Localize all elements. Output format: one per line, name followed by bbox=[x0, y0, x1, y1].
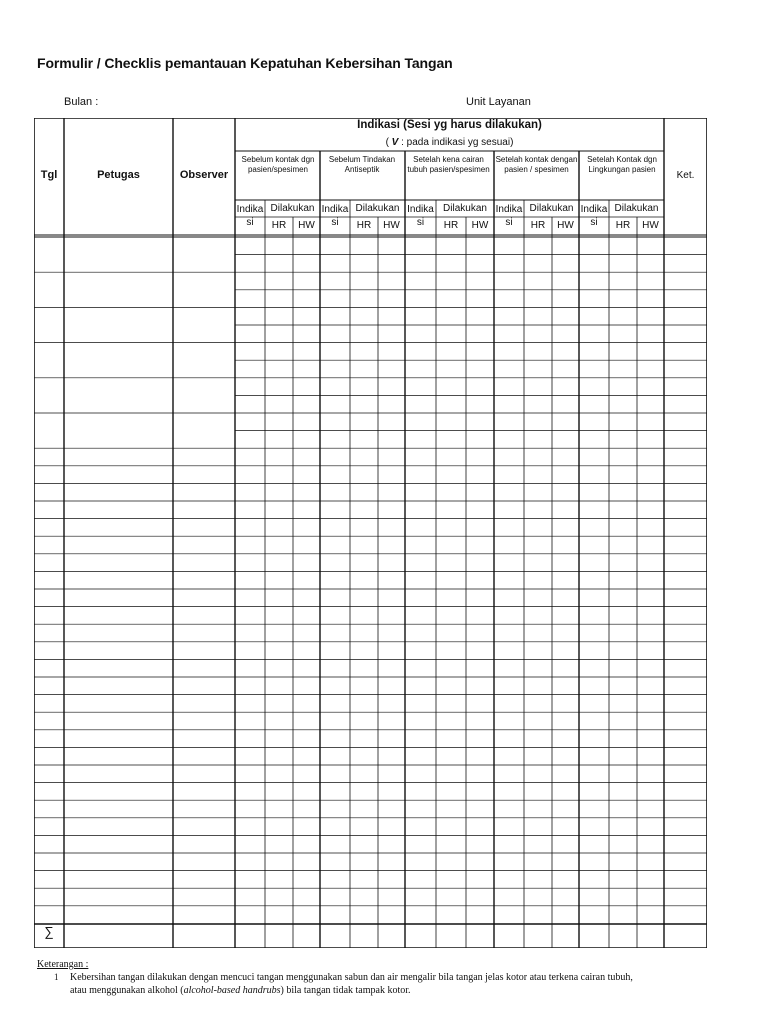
sub-hr-3: HR bbox=[443, 220, 459, 231]
sub-dilakukan-3: Dilakukan bbox=[443, 203, 487, 214]
form-title: Formulir / Checklis pemantauan Kepatuhan Kebersihan Tangan bbox=[37, 55, 453, 71]
sub-hr-1: HR bbox=[271, 220, 287, 231]
header-observer: Observer bbox=[179, 169, 229, 181]
unit-layanan-label: Unit Layanan bbox=[466, 96, 531, 108]
sub-hw-4: HW bbox=[557, 220, 574, 231]
sub-indikasi-4: Indikasi bbox=[495, 204, 523, 228]
note-line-2-post: ) bila tangan tidak tampak kotor. bbox=[280, 985, 411, 996]
indikasi-note-v: V bbox=[391, 137, 399, 148]
sub-hw-2: HW bbox=[383, 220, 400, 231]
sub-hw-1: HW bbox=[298, 220, 315, 231]
moment-3: Setelah kena cairan tubuh pasien/spesimen bbox=[407, 155, 490, 174]
note-item bbox=[37, 971, 717, 997]
checklist-table bbox=[34, 118, 707, 948]
sub-hr-2: HR bbox=[356, 220, 372, 231]
note-number: 1 bbox=[54, 972, 59, 982]
sub-indikasi-3: Indikasi bbox=[407, 204, 434, 228]
moment-4: Setelah kontak dengan pasien / spesimen bbox=[495, 155, 578, 174]
sub-hw-5: HW bbox=[642, 220, 659, 231]
table-grid bbox=[34, 118, 707, 948]
header-tgl: Tgl bbox=[40, 169, 58, 181]
header-ket: Ket. bbox=[676, 170, 695, 181]
bulan-label: Bulan : bbox=[64, 96, 99, 108]
moment-2: Sebelum Tindakan Antiseptik bbox=[328, 155, 396, 174]
sub-dilakukan-1: Dilakukan bbox=[270, 203, 315, 214]
note-line-1: Kebersihan tangan dilakukan dengan mencuci tangan menggunakan sabun dan air mengalir bila tangan jelas kotor atau terkena cairan tubuh, bbox=[70, 972, 633, 983]
indikasi-note-rest: : pada indikasi yg sesuai) bbox=[398, 137, 514, 148]
indikasi-note bbox=[235, 137, 664, 148]
note-line-2-em: alcohol-based handrubs bbox=[183, 985, 281, 996]
indikasi-title: Indikasi (Sesi yg harus dilakukan) bbox=[357, 119, 542, 131]
note-line-2 bbox=[70, 984, 717, 997]
sub-indikasi-1: Indikasi bbox=[236, 204, 264, 228]
sub-indikasi-2: Indikasi bbox=[321, 204, 349, 228]
header-petugas: Petugas bbox=[97, 169, 140, 181]
note-text bbox=[56, 971, 717, 997]
sub-dilakukan-4: Dilakukan bbox=[529, 203, 574, 214]
notes-section bbox=[37, 958, 717, 997]
sub-indikasi-5: Indikasi bbox=[580, 204, 608, 228]
sub-dilakukan-2: Dilakukan bbox=[355, 203, 400, 214]
sub-hr-5: HR bbox=[615, 220, 631, 231]
moment-1: Sebelum kontak dgn pasien/spesimen bbox=[241, 155, 315, 174]
sub-dilakukan-5: Dilakukan bbox=[614, 203, 659, 214]
sub-hw-3: HW bbox=[471, 220, 489, 231]
indikasi-note-open: ( bbox=[385, 137, 392, 148]
sub-hr-4: HR bbox=[530, 220, 546, 231]
moment-5: Setelah Kontak dgn Lingkungan pasien bbox=[587, 155, 657, 174]
notes-heading: Keterangan : bbox=[37, 959, 89, 970]
sum-symbol: ∑ bbox=[44, 924, 54, 939]
note-line-2-pre: atau menggunakan alkohol ( bbox=[70, 985, 184, 996]
